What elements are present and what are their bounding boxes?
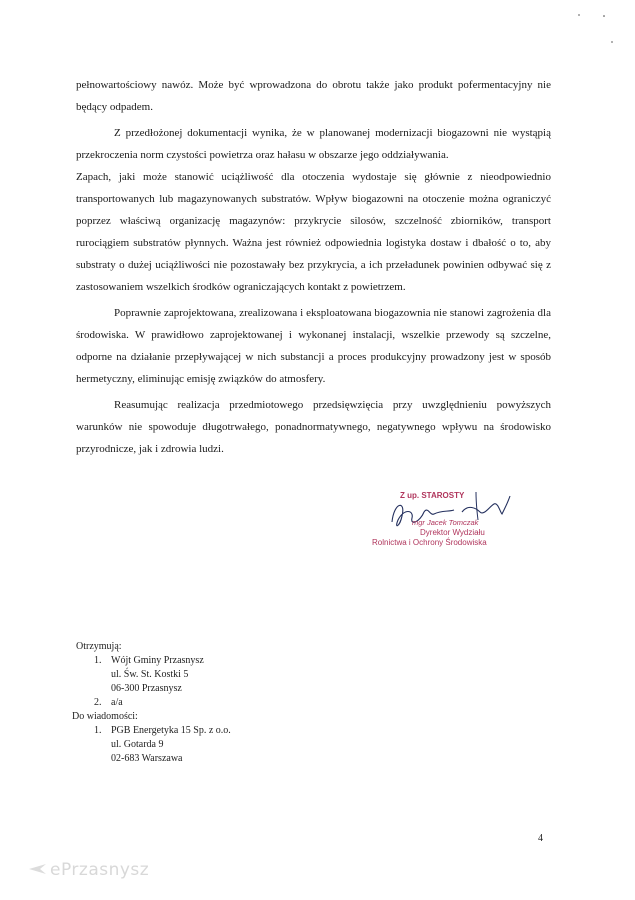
watermark-logo-icon — [28, 862, 50, 876]
stamp-title: Dyrektor Wydziału — [420, 528, 485, 537]
watermark — [28, 860, 149, 880]
recipient-street: ul. Św. St. Kostki 5 — [111, 669, 189, 680]
recipient-city: 02-683 Warszawa — [111, 753, 183, 764]
cc-list — [76, 724, 231, 766]
list-number: 1. — [94, 655, 102, 666]
cc-header: Do wiadomości: — [72, 711, 138, 722]
recipient-city: 06-300 Przasnysz — [111, 683, 182, 694]
scan-speck — [611, 41, 613, 43]
distribution-list — [72, 640, 231, 766]
stamp-authority: Z up. STAROSTY — [400, 491, 465, 500]
scan-speck — [578, 14, 580, 16]
list-item — [76, 724, 231, 766]
stamp-department: Rolnictwa i Ochrony Środowiska — [372, 538, 487, 547]
paragraph-odor: Zapach, jaki może stanowić uciążliwość dla otoczenia wydostaje się głównie z nieodpowiednio transportowanych lub magazynowanych substratów. Wpływ biogazowni na otoczenie można ograniczyć poprzez właściwą organizację magazynów: przykrycie silosów, szczelność zbiorników, transport rurociągiem substratów płynnych. Ważna jest również odpowiednia logistyka dostaw i dbałość o to, aby substraty o dużej uciążliwości nie pozostawały bez przykrycia, a ich przeładunek powinien odbywać się z zastosowaniem wszelkich środków ograniczających kontakt z powietrzem. — [76, 171, 551, 293]
list-item — [76, 654, 231, 696]
paragraph-emissions: Z przedłożonej dokumentacji wynika, że w planowanej modernizacji biogazowni nie wystąpią przekroczenia norm czystości powietrza oraz hałasu w obszarze jego oddziaływania. — [76, 127, 551, 161]
stamp-name: mgr Jacek Tomczak — [412, 518, 479, 527]
recipient-street: ul. Gotarda 9 — [111, 739, 164, 750]
list-number: 2. — [94, 697, 102, 708]
paragraph-safety: Poprawnie zaprojektowana, zrealizowana i eksploatowana biogazownia nie stanowi zagrożenia dla środowiska. W prawidłowo zaprojektowanej i wykonanej instalacji, wszelkie przewody są szczelne, odporne na działanie przepływającej w nich substancji a proces produkcyjny prowadzony jest w sposób hermetyczny, eliminując emisję związków do atmosfery. — [76, 307, 551, 385]
recipient-name: PGB Energetyka 15 Sp. z o.o. — [111, 725, 231, 736]
recipient-name: Wójt Gminy Przasnysz — [111, 655, 204, 666]
list-item — [76, 696, 231, 710]
recipients-header: Otrzymują: — [76, 641, 122, 652]
recipient-name: a/a — [111, 697, 123, 708]
paragraph-continuation: pełnowartościowy nawóz. Może być wprowadzona do obrotu także jako produkt pofermentacyjny nie będący odpadem. — [76, 79, 551, 113]
scan-speck — [603, 15, 605, 17]
signature-stamp — [372, 490, 512, 550]
body-text — [76, 74, 551, 460]
page-number: 4 — [538, 833, 543, 844]
watermark-text: ePrzasnysz — [50, 860, 150, 880]
recipients-list — [76, 654, 231, 710]
paragraph-summary: Reasumując realizacja przedmiotowego przedsięwzięcia przy uwzględnieniu powyższych warunków nie spowoduje długotrwałego, ponadnormatywnego, negatywnego wpływu na środowisko przyrodnicze, jak i zdrowia ludzi. — [76, 399, 551, 455]
list-number: 1. — [94, 725, 102, 736]
